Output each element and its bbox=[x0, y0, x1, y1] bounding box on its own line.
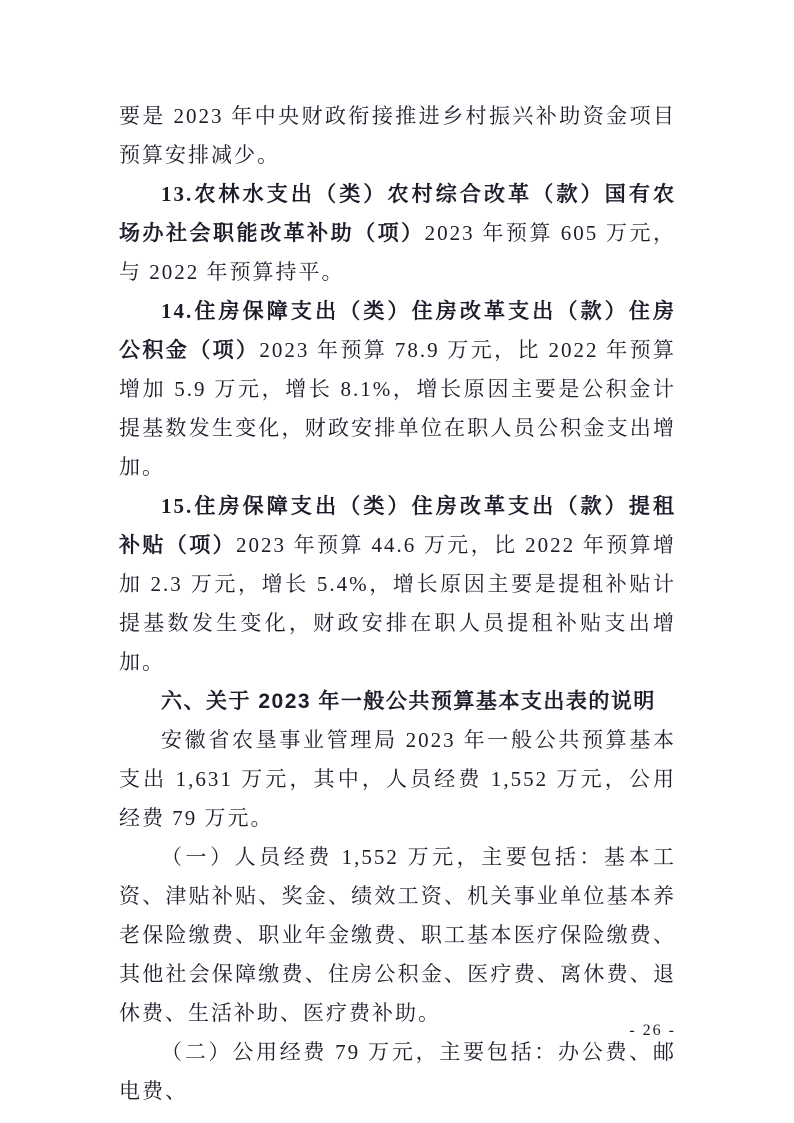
document-body bbox=[119, 97, 676, 1111]
paragraph bbox=[119, 838, 676, 1033]
text-run: 2023 年预算 605 万元，与 2022 年预算持平。 bbox=[119, 221, 677, 284]
bold-text-run: 15.住房保障支出（类）住房改革支出（款）提租补贴（项） bbox=[119, 494, 676, 557]
paragraph bbox=[119, 175, 676, 292]
bold-text-run: 13.农林水支出（类）农村综合改革（款）国有农场办社会职能改革补助（项） bbox=[119, 182, 676, 245]
text-run: （二）公用经费 79 万元，主要包括：办公费、邮电费、 bbox=[119, 1040, 676, 1103]
page-number: - 26 - bbox=[629, 1022, 676, 1039]
paragraph bbox=[119, 721, 676, 838]
text-run: 2023 年预算 44.6 万元，比 2022 年预算增加 2.3 万元，增长 5.4%，增长原因主要是提租补贴计提基数发生变化，财政安排在职人员提租补贴支出增加。 bbox=[119, 533, 676, 674]
text-run: 2023 年预算 78.9 万元，比 2022 年预算增加 5.9 万元，增长 8.1%，增长原因主要是公积金计提基数发生变化，财政安排单位在职人员公积金支出增加。 bbox=[119, 338, 677, 479]
paragraph bbox=[119, 97, 676, 175]
paragraph bbox=[119, 487, 676, 682]
bold-text-run: 14.住房保障支出（类）住房改革支出（款）住房公积金（项） bbox=[119, 299, 676, 362]
paragraph bbox=[119, 1033, 676, 1111]
text-run: （一）人员经费 1,552 万元，主要包括：基本工资、津贴补贴、奖金、绩效工资、机关事业单位基本养老保险缴费、职业年金缴费、职工基本医疗保险缴费、其他社会保障缴费、住房公积金、医疗费、离休费、退休费、生活补助、医疗费补助。 bbox=[119, 845, 676, 1025]
text-run: 安徽省农垦事业管理局 2023 年一般公共预算基本支出 1,631 万元，其中，人员经费 1,552 万元，公用经费 79 万元。 bbox=[119, 728, 676, 830]
text-run: 要是 2023 年中央财政衔接推进乡村振兴补助资金项目预算安排减少。 bbox=[119, 104, 676, 167]
page-footer bbox=[119, 1022, 676, 1040]
paragraph bbox=[119, 292, 676, 487]
bold-text-run: 六、关于 2023 年一般公共预算基本支出表的说明 bbox=[161, 690, 656, 713]
section-heading bbox=[119, 682, 676, 721]
